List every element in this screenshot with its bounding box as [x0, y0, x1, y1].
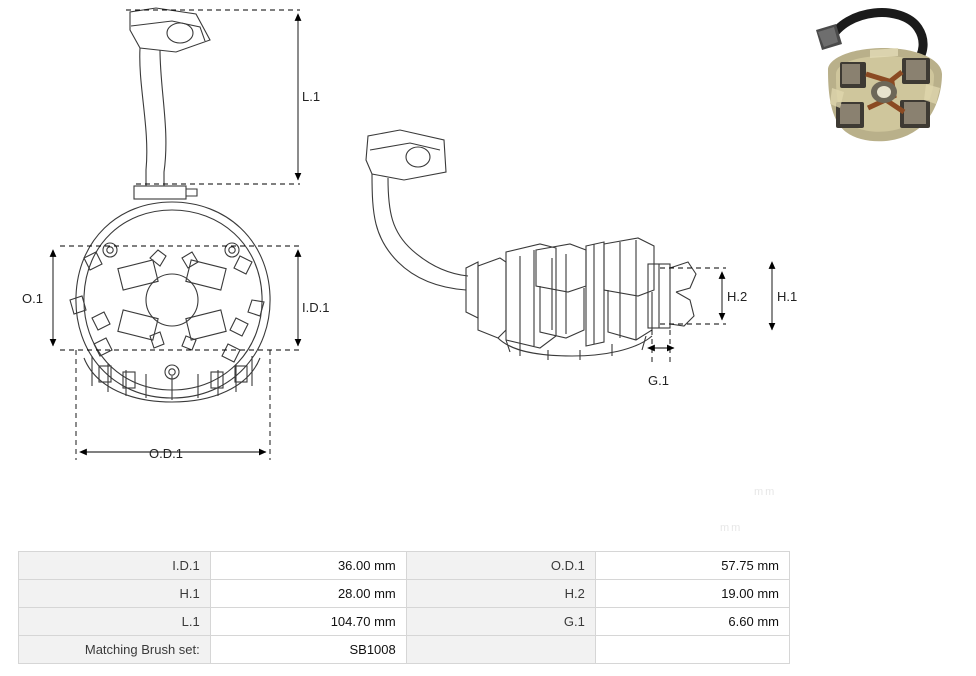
spec-key-g1: G.1	[406, 608, 595, 636]
side-view-geometry	[366, 130, 696, 360]
spec-key-h1: H.1	[19, 580, 211, 608]
front-view-dimensions	[53, 10, 300, 460]
spec-key-id1: I.D.1	[19, 552, 211, 580]
specifications-table	[18, 551, 790, 664]
spec-value-l1: 104.70 mm	[210, 608, 406, 636]
dimension-label-h1: H.1	[777, 289, 798, 304]
dimension-label-g1: G.1	[648, 373, 669, 388]
spec-value-matching-brush-set: SB1008	[210, 636, 406, 664]
side-view-dimensions	[648, 262, 772, 364]
dimension-label-o1: O.1	[22, 291, 43, 306]
watermark-line-1: mm	[720, 522, 743, 534]
spec-value-id1: 36.00 mm	[210, 552, 406, 580]
dimension-label-l1: L.1	[302, 89, 321, 104]
spec-key-empty	[406, 636, 595, 664]
watermark-line-2: mm	[754, 486, 777, 498]
dimension-label-od1: O.D.1	[149, 446, 183, 461]
spec-value-od1: 57.75 mm	[595, 552, 789, 580]
dimension-label-h2: H.2	[727, 289, 748, 304]
table-row	[19, 552, 790, 580]
table-row	[19, 608, 790, 636]
watermark-strip	[60, 478, 920, 540]
table-row	[19, 636, 790, 664]
spec-value-h1: 28.00 mm	[210, 580, 406, 608]
dimension-label-id1: I.D.1	[302, 300, 330, 315]
spec-key-matching-brush-set: Matching Brush set:	[19, 636, 211, 664]
spec-value-g1: 6.60 mm	[595, 608, 789, 636]
spec-value-empty	[595, 636, 789, 664]
front-view-geometry	[70, 8, 270, 402]
table-row	[19, 580, 790, 608]
spec-key-od1: O.D.1	[406, 552, 595, 580]
product-photo-brush-holder	[806, 4, 972, 152]
spec-key-h2: H.2	[406, 580, 595, 608]
spec-value-h2: 19.00 mm	[595, 580, 789, 608]
spec-key-l1: L.1	[19, 608, 211, 636]
